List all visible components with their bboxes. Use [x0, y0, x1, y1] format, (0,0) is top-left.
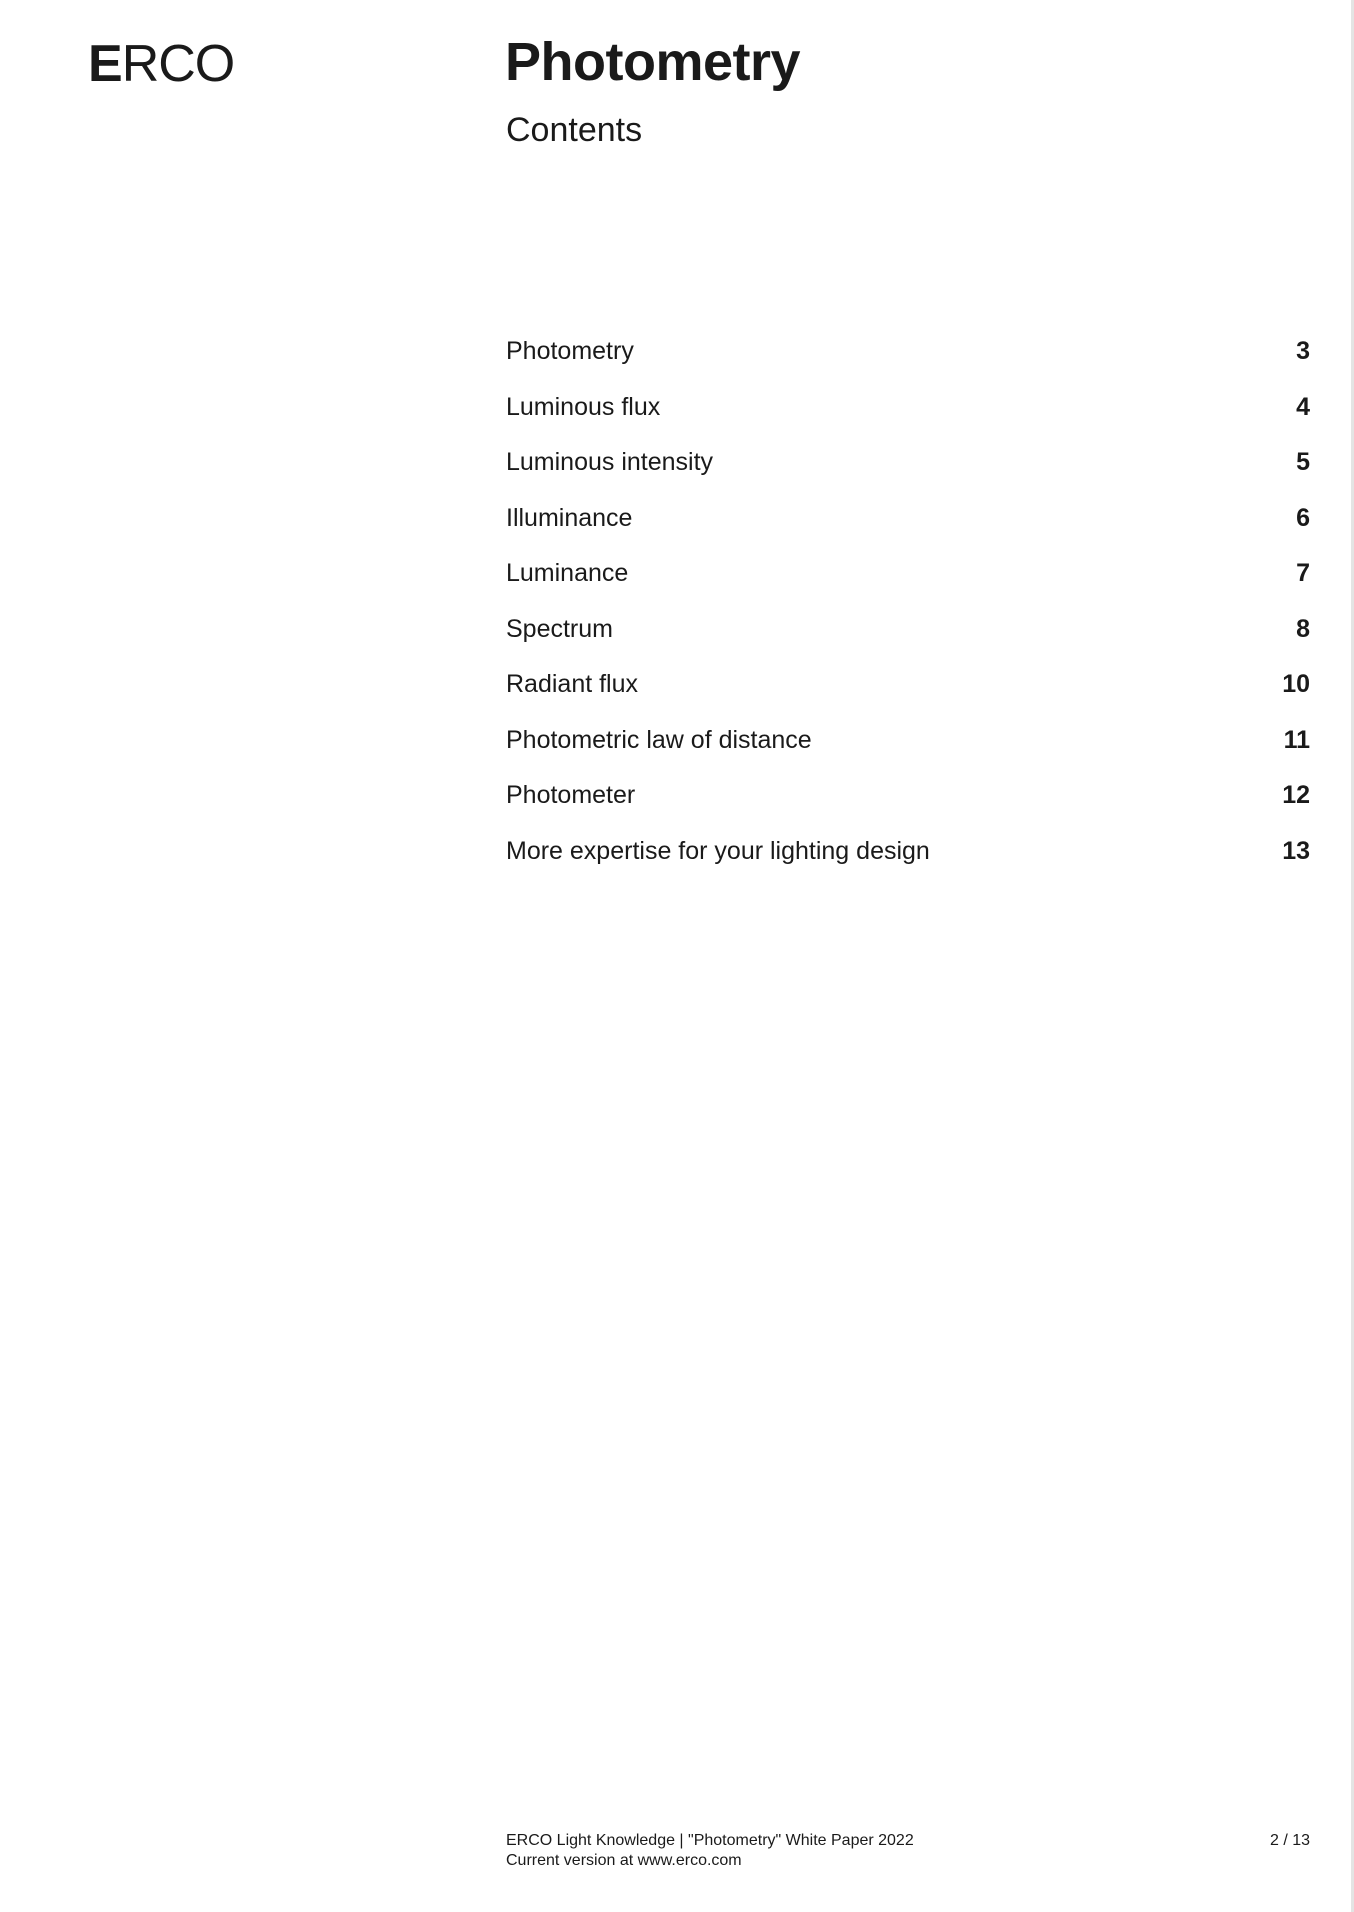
table-of-contents	[506, 331, 1310, 886]
footer-version-link: Current version at www.erco.com	[506, 1852, 742, 1869]
footer-page-number: 2 / 13	[1269, 1832, 1310, 1849]
toc-entry-label: Spectrum	[506, 614, 613, 643]
toc-entry-label: More expertise for your lighting design	[506, 836, 930, 865]
page-title: Photometry	[505, 32, 801, 92]
toc-entry-page: 8	[1296, 614, 1310, 643]
toc-entry-label: Radiant flux	[506, 670, 639, 698]
erco-logo	[88, 36, 234, 92]
page-subtitle: Contents	[506, 111, 643, 149]
toc-entry-label: Luminous flux	[506, 392, 661, 421]
toc-entry-label: Photometer	[506, 781, 636, 809]
toc-entry[interactable]	[506, 664, 1310, 720]
toc-entry[interactable]	[506, 720, 1310, 776]
toc-entry[interactable]	[506, 387, 1310, 443]
toc-entry[interactable]	[506, 331, 1310, 387]
toc-entry[interactable]	[506, 498, 1310, 554]
toc-entry-page: 3	[1296, 337, 1310, 365]
toc-entry-label: Photometry	[506, 337, 634, 365]
logo-letters-rco: RCO	[121, 35, 235, 93]
toc-entry[interactable]	[506, 442, 1310, 498]
toc-entry-page: 12	[1282, 781, 1310, 809]
toc-entry-page: 7	[1296, 559, 1310, 587]
toc-entry-label: Photometric law of distance	[506, 725, 812, 754]
toc-entry-page: 10	[1282, 670, 1310, 698]
toc-entry-page: 5	[1296, 448, 1310, 476]
toc-entry-label: Luminous intensity	[506, 448, 714, 476]
toc-entry[interactable]	[506, 609, 1310, 665]
footer-info	[506, 1831, 914, 1871]
toc-entry-page: 6	[1296, 503, 1310, 532]
logo-letter-e: E	[88, 35, 122, 93]
toc-entry-label: Luminance	[506, 559, 629, 587]
toc-entry-label: Illuminance	[506, 503, 633, 532]
toc-entry[interactable]	[506, 553, 1310, 609]
toc-entry-page: 13	[1282, 836, 1310, 865]
toc-entry[interactable]	[506, 831, 1310, 887]
toc-entry-page: 11	[1283, 725, 1310, 754]
footer-document-title: ERCO Light Knowledge | "Photometry" White Paper 2022	[506, 1832, 914, 1849]
toc-entry-page: 4	[1296, 392, 1310, 421]
toc-entry[interactable]	[506, 775, 1310, 831]
